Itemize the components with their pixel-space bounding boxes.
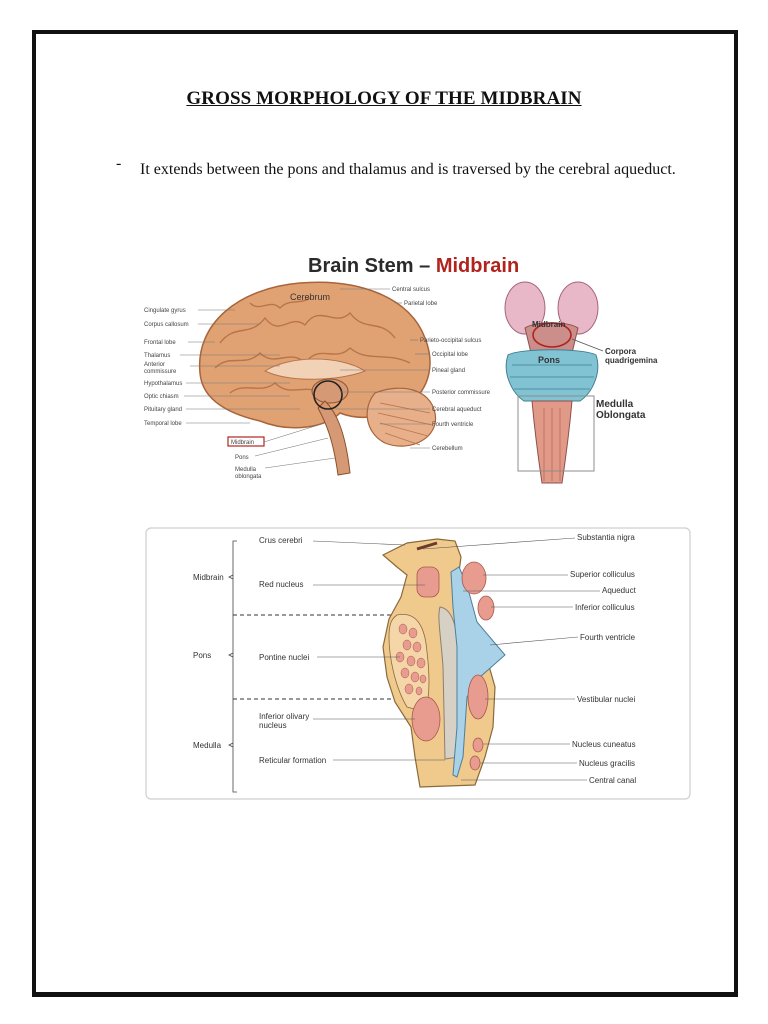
label-central-canal: Central canal [589,776,637,785]
bullet-text: It extends between the pons and thalamus and is traversed by the cerebral aqueduct. [140,161,676,178]
label-pituitary-gland: Pituitary gland [144,407,183,413]
label-corpus-callosum: Corpus callosum [144,322,189,328]
label-temporal-lobe: Temporal lobe [144,421,182,427]
label-midbrain-sagittal: Midbrain [231,440,255,446]
label-cingulate-gyrus: Cingulate gyrus [144,308,186,314]
brainstem-figure [140,243,700,485]
label-parietal-lobe: Parietal lobe [404,301,438,307]
label-inferior-olivary: Inferior olivary [259,712,310,721]
label-pons-stem: Pons [538,355,561,365]
label-central-sulcus: Central sulcus [392,287,431,293]
label-inferior-olivary-nucleus: nucleus [259,721,287,730]
label-quadrigemina: quadrigemina [605,356,658,365]
region-pons-label: Pons [193,651,212,660]
label-occipital-lobe: Occipital lobe [432,352,469,358]
label-superior-colliculus: Superior colliculus [570,570,635,579]
label-corpora: Corpora [605,347,637,356]
label-nucleus-gracilis: Nucleus gracilis [579,759,636,768]
label-pontine-nuclei: Pontine nuclei [259,653,310,662]
label-medulla-stem: Medulla [596,399,634,410]
label-nucleus-cuneatus: Nucleus cuneatus [572,740,636,749]
region-medulla-label: Medulla [193,741,222,750]
label-red-nucleus: Red nucleus [259,580,304,589]
label-anterior: Anterior [144,362,166,368]
label-medulla-sagittal: Medulla [235,467,257,473]
label-oblongata-stem: Oblongata [596,410,646,421]
label-midbrain-stem: Midbrain [532,320,566,329]
label-pineal-gland: Pineal gland [432,368,466,374]
brainstem-section-figure [145,527,691,800]
label-pons-sagittal: Pons [235,455,249,461]
label-parieto-occipital-sulcus: Parieto-occipital sulcus [420,338,482,344]
label-hypothalamus: Hypothalamus [144,381,183,387]
label-thalamus: Thalamus [144,353,171,359]
figure1-title: Brain Stem – Midbrain [308,255,520,277]
label-commissure: commissure [144,369,177,375]
label-frontal-lobe: Frontal lobe [144,340,176,346]
page-title: GROSS MORPHOLOGY OF THE MIDBRAIN [186,88,582,109]
label-fourth-ventricle: Fourth ventricle [432,422,474,428]
label-cerebral-aqueduct: Cerebral aqueduct [432,407,482,413]
label-substantia-nigra: Substantia nigra [577,533,635,542]
label-fourth-ventricle: Fourth ventricle [580,633,636,642]
label-crus-cerebri: Crus cerebri [259,536,303,545]
label-optic-chiasm: Optic chiasm [144,394,179,400]
label-inferior-colliculus: Inferior colliculus [575,603,635,612]
label-reticular-formation: Reticular formation [259,756,327,765]
label-aqueduct: Aqueduct [602,586,636,595]
label-oblongata-sagittal: oblongata [235,474,262,480]
bullet-marker: - [116,155,122,172]
label-cerebellum: Cerebellum [432,446,463,452]
label-vestibular-nuclei: Vestibular nuclei [577,695,636,704]
label-posterior-commissure: Posterior commissure [432,390,491,396]
region-midbrain-label: Midbrain [193,573,224,582]
cerebrum-label: Cerebrum [290,292,331,302]
